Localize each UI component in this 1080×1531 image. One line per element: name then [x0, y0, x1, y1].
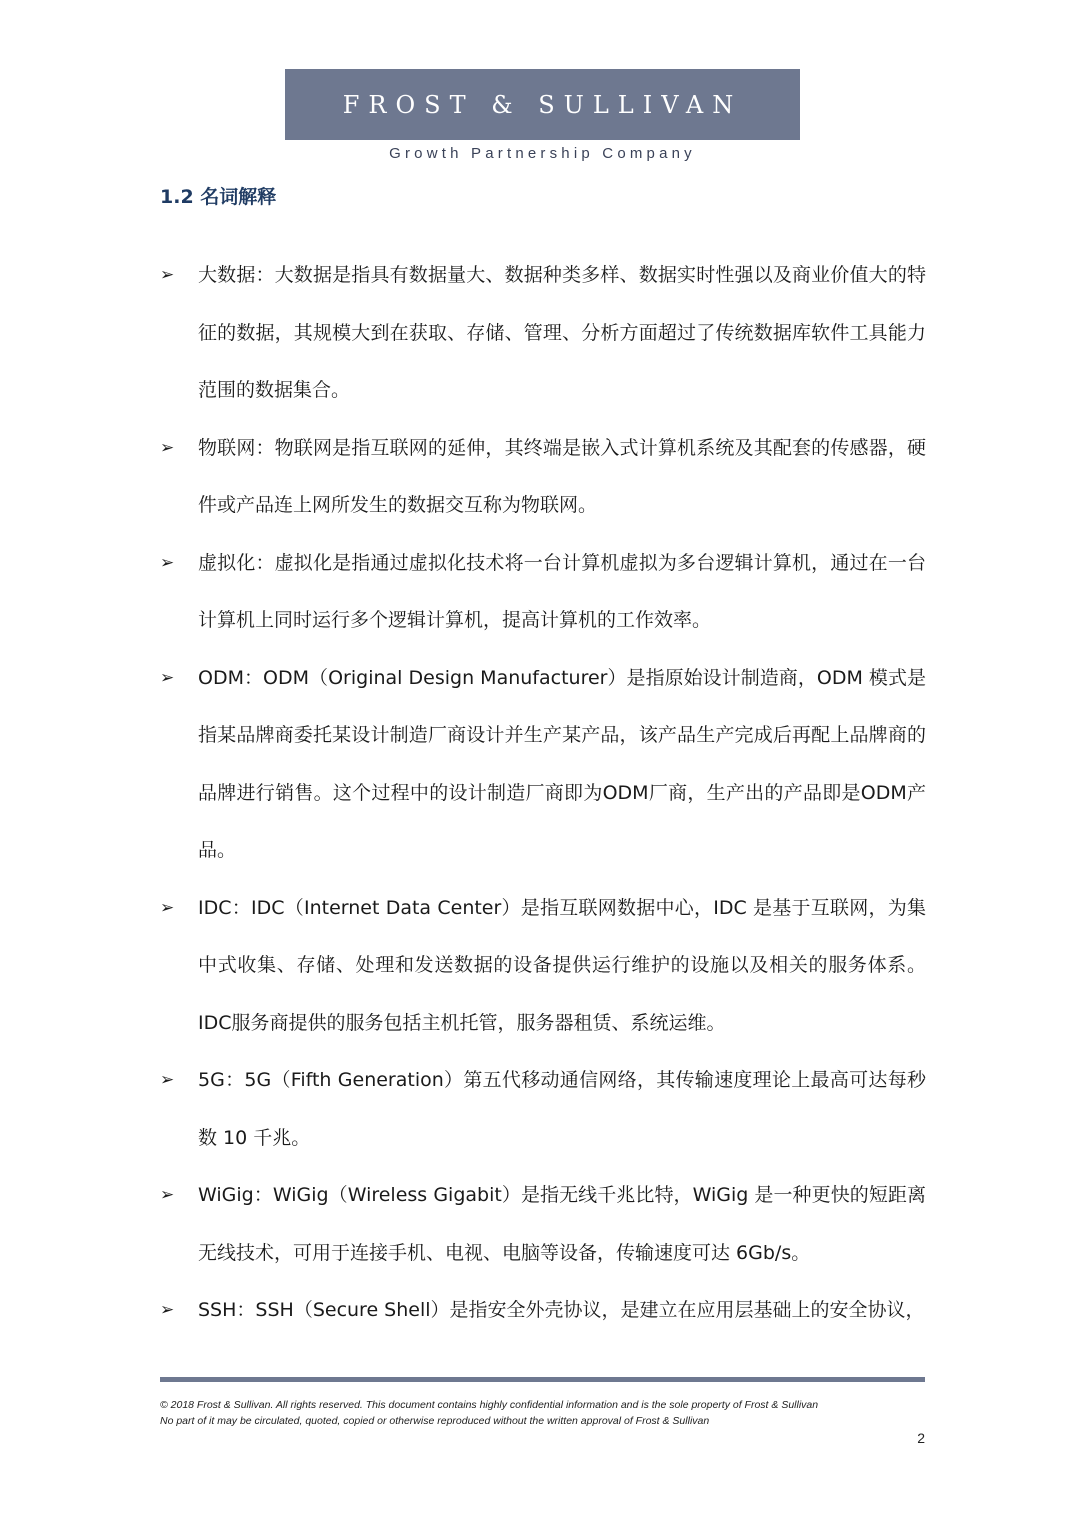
arrow-bullet-icon: ➢: [160, 552, 175, 573]
arrow-bullet-icon: ➢: [160, 1070, 175, 1090]
copyright-line: © 2018 Frost & Sullivan. All rights reserved. This document contains highly confidential information and is the sole property of Frost & Sullivan: [160, 1399, 819, 1411]
glossary-list: [160, 247, 926, 1340]
arrow-bullet-icon: ➢: [160, 897, 175, 918]
glossary-text: 大数据：大数据是指具有数据量大、数据种类多样、数据实时性强以及商业价值大的特征的数据，其规模大到在获取、存储、管理、分析方面超过了传统数据库软件工具能力范围的数据集合。: [198, 264, 926, 401]
section-title: 1.2 名词解释: [160, 186, 277, 208]
glossary-text: 物联网：物联网是指互联网的延伸，其终端是嵌入式计算机系统及其配套的传感器，硬件或产品连上网所发生的数据交互称为物联网。: [198, 436, 926, 516]
copyright-line: No part of it may be circulated, quoted, copied or otherwise reproduced without the written approval of Frost & Sullivan: [160, 1415, 710, 1427]
logo-text: FROST & SULLIVAN: [342, 90, 743, 119]
glossary-text: IDC：IDC（Internet Data Center）是指互联网数据中心，IDC 是基于互联网，为集中式收集、存储、处理和发送数据的设备提供运行维护的设施以及相关的服务体系。IDC服务商提供的服务包括主机托管，服务器租赁、系统运维。: [198, 896, 926, 1034]
copyright-notice: [160, 1397, 925, 1429]
glossary-text: SSH：SSH（Secure Shell）是指安全外壳协议，是建立在应用层基础上的安全协议，: [198, 1299, 925, 1321]
glossary-text: ODM：ODM（Original Design Manufacturer）是指原始设计制造商，ODM 模式是指某品牌商委托某设计制造厂商设计并生产某产品，该产品生产完成后再配上品牌商的品牌进行销售。这个过程中的设计制造厂商即为ODM厂商，生产出的产品即是ODM产品。: [198, 666, 926, 861]
company-logo: [285, 69, 800, 140]
arrow-bullet-icon: ➢: [160, 667, 175, 688]
glossary-item-wigig: [160, 1167, 926, 1282]
glossary-item-idc: [160, 880, 926, 1053]
glossary-text: WiGig：WiGig（Wireless Gigabit）是指无线千兆比特，WiGig 是一种更快的短距离无线技术，可用于连接手机、电视、电脑等设备，传输速度可达 6Gb/s。: [198, 1184, 926, 1264]
arrow-bullet-icon: ➢: [160, 265, 175, 285]
glossary-text: 虚拟化：虚拟化是指通过虚拟化技术将一台计算机虚拟为多台逻辑计算机，通过在一台计算机上同时运行多个逻辑计算机，提高计算机的工作效率。: [198, 551, 926, 631]
page-number: 2: [917, 1430, 925, 1446]
glossary-item-ssh: [160, 1282, 926, 1340]
glossary-item-big-data: [160, 247, 926, 420]
arrow-bullet-icon: ➢: [160, 437, 175, 458]
footer-divider: [160, 1377, 925, 1382]
glossary-item-iot: [160, 420, 926, 535]
glossary-item-virtualization: [160, 535, 926, 650]
arrow-bullet-icon: ➢: [160, 1300, 175, 1320]
logo-tagline: Growth Partnership Company: [389, 145, 696, 162]
glossary-item-odm: [160, 650, 926, 880]
arrow-bullet-icon: ➢: [160, 1185, 175, 1205]
glossary-item-5g: [160, 1052, 926, 1167]
glossary-text: 5G：5G（Fifth Generation）第五代移动通信网络，其传输速度理论上最高可达每秒数 10 千兆。: [198, 1069, 926, 1149]
